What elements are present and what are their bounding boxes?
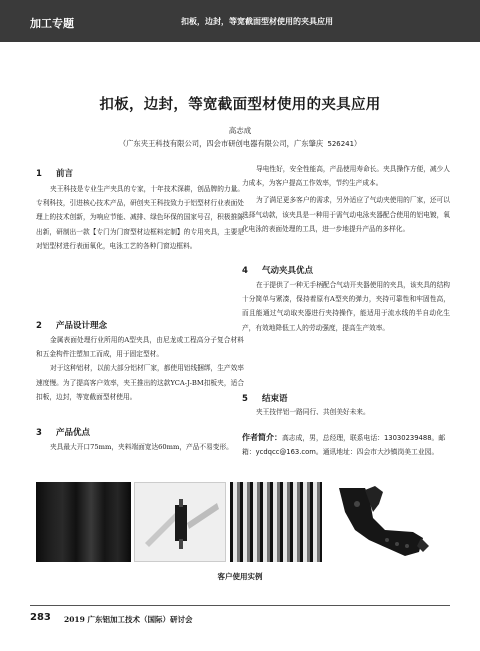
photo-clamp-closeup: [134, 482, 226, 562]
section-number: 2: [36, 321, 42, 331]
figure-caption: 客户使用实例: [217, 572, 263, 581]
section-title: 结束语: [262, 394, 288, 404]
paragraph: 夹王技伴铝一路同行、共创美好未来。: [256, 408, 370, 416]
section-5: [242, 392, 450, 419]
section-label: 加工专题: [30, 17, 74, 30]
paragraph: 金属表面处理行业所用的A型夹具，由尼龙或工程高分子复合材料和五金构件注塑加工而成，用于固定型材。: [36, 336, 244, 359]
footer-divider: [30, 605, 450, 606]
section-title: 气动夹具优点: [262, 266, 314, 276]
section-number: 1: [36, 169, 42, 179]
section-title: 前言: [56, 169, 74, 179]
author-bio-text: [242, 431, 450, 459]
author-affiliation: （广东夹王科技有限公司，四会市研创电器有限公司，广东肇庆 526241）: [118, 139, 362, 148]
section-heading: [242, 392, 450, 404]
paragraph: 夹具最大开口75mm，夹料端面宽达60mm，产品不易变形。: [50, 443, 233, 451]
photo-aluminium-profiles: [36, 482, 131, 562]
section-heading: [242, 264, 450, 276]
section-heading: [36, 426, 244, 438]
section-heading: [36, 319, 244, 331]
section-heading: [36, 167, 244, 179]
section-2: [36, 319, 244, 404]
clamp-product-drawing: [325, 482, 443, 562]
section-title: 产品设计理念: [56, 321, 108, 331]
paragraph: 夹王科技是专业生产夹具的专家，十年技术深耕，创品牌的力量。专利科技，引进核心技术产品，研创夹王科技致力于铝型材行业表面处理上的技术创新，为响应节能、减排、绿色环保的国家号召，积极推陈出新，研制出一款【专门为门窗型材边框料定制】的专用夹具，主要是对铝型材进行表面氧化，电泳工艺的各种门窗边框料。: [36, 185, 244, 250]
section-3-continued: [242, 162, 450, 236]
page-number: 283: [30, 612, 51, 623]
paragraph: 为了满足更多客户的需求，另外适应了气动夹使用的厂家，还可以选择气动款，该夹具是一种用于需气动电泳夹器配合使用的铝电镀，氧化电泳的表面处理的工具，进一步地提升产品的多样化。: [242, 196, 450, 233]
paragraph: 导电性好，安全性能高，产品使用寿命长。夹具操作方便，减少人力成本，为客户提高工作效率，节约生产成本。: [242, 165, 450, 188]
section-title: 产品优点: [56, 428, 91, 438]
section-number: 5: [242, 394, 248, 404]
clamp-closeup-drawing: [135, 483, 226, 562]
author-bio: [242, 431, 450, 459]
photo-clamp-product: [325, 482, 443, 562]
paragraph: 在于提供了一种无手柄配合气动开夹器使用的夹具，该夹具的结构十分简单与紧凑，保持着原有A型夹的弹力，夹持可靠性和牢固性高，而且能通过气动取夹器进行夹持操作，能适用于流水线的半自动化生产，有效地降低工人的劳动强度，提高生产效率。: [242, 281, 450, 332]
author-bio-label: 作者简介：: [242, 433, 282, 442]
section-1: [36, 167, 244, 253]
page-header: [0, 0, 480, 42]
section-number: 3: [36, 428, 42, 438]
section-3: [36, 426, 244, 454]
photo-production-line: [230, 482, 322, 562]
author-name: 高志成: [228, 126, 252, 135]
section-number: 4: [242, 266, 248, 276]
article-title: 扣板，边封，等宽截面型材使用的夹具应用: [99, 97, 381, 113]
author-bio-content: 高志成，男，总经理，联系电话：13030239488。邮箱：ycdqcc@163.com。通讯地址：四会市大沙镇岗美工业园。: [242, 434, 446, 457]
section-4: [242, 264, 450, 335]
paragraph: 对于这种铝材，以前大部分铝材厂家，都使用铝线捆绑，生产效率速度慢。为了提高客户效率，夹王推出的这款YCA-J-BM扣板夹，适合扣板，边封，等宽截面型材使用。: [36, 364, 244, 401]
publication-name: 2019 广东铝加工技术（国际）研讨会: [64, 615, 193, 624]
running-title: 扣板，边封，等宽截面型材使用的夹具应用: [181, 16, 333, 26]
